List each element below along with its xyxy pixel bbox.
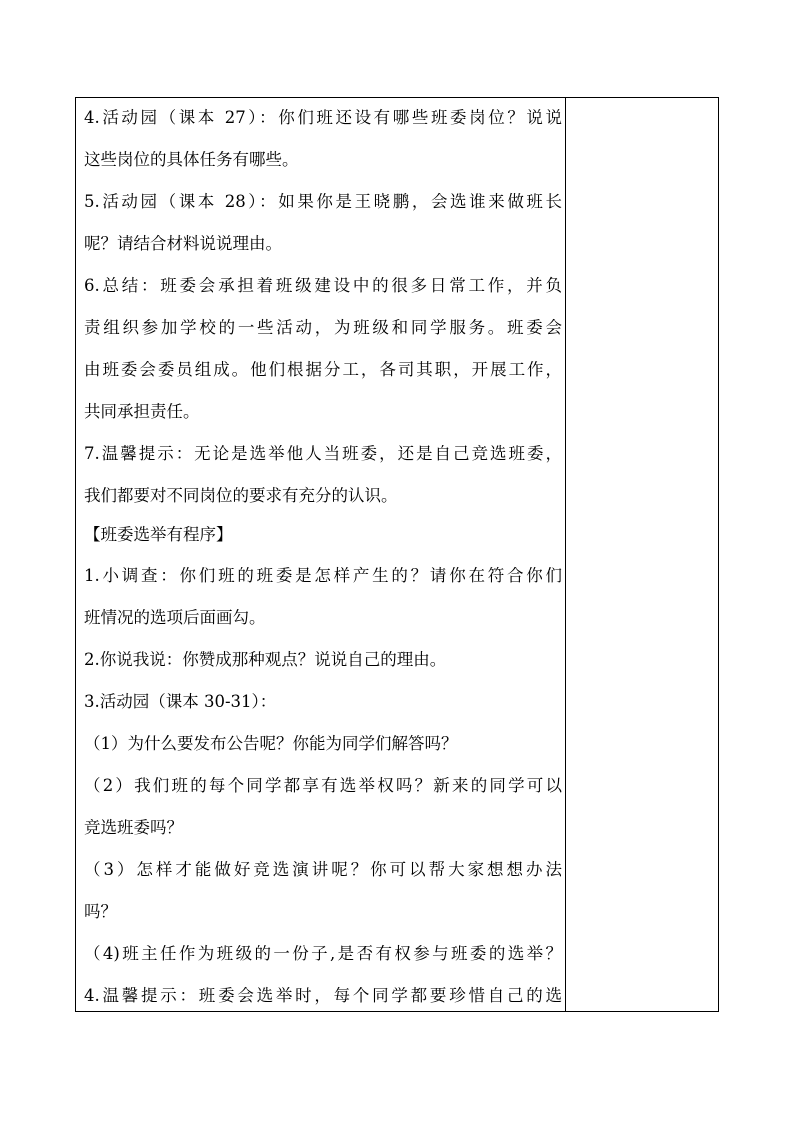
text-line-7: 由班委会委员组成。他们根据分工，各司其职，开展工作， [84,360,562,379]
text-line-18: 竞选班委吗？ [84,818,183,837]
text-line-8: 共同承担责任。 [84,402,200,421]
text-line-22: 4.温馨提示：班委会选举时，每个同学都要珍惜自己的选 [84,986,562,1005]
text-line-2: 这些岗位的具体任务有哪些。 [84,150,299,169]
text-line-21: （4)班主任作为班级的一份子,是否有权参与班委的选举？ [84,944,562,963]
text-line-17: （2）我们班的每个同学都享有选举权吗？新来的同学可以 [84,776,562,795]
text-line-9: 7.温馨提示：无论是选举他人当班委，还是自己竞选班委， [84,444,562,463]
text-line-15: 3.活动园（课本 30-31）： [84,692,277,711]
text-line-6: 责组织参加学校的一些活动，为班级和同学服务。班委会 [84,318,562,337]
text-line-4: 呢？请结合材料说说理由。 [84,234,282,253]
text-line-20: 吗？ [84,902,117,921]
text-line-5: 6.总结：班委会承担着班级建设中的很多日常工作，并负 [84,276,562,295]
content-table [75,97,719,1012]
text-line-14: 2.你说我说：你赞成那种观点？说说自己的理由。 [84,650,447,669]
text-line-1: 4.活动园（课本 27）：你们班还设有哪些班委岗位？说说 [84,108,562,127]
text-line-19: （3）怎样才能做好竞选演讲呢？你可以帮大家想想办法 [84,860,562,879]
notes-cell [566,98,718,1011]
text-line-16: （1）为什么要发布公告呢？你能为同学们解答吗？ [84,734,458,753]
content-cell [76,98,566,1011]
text-line-13: 班情况的选项后面画勾。 [84,608,266,627]
text-line-10: 我们都要对不同岗位的要求有充分的认识。 [84,486,398,505]
text-line-12: 1.小调查：你们班的班委是怎样产生的？请你在符合你们 [84,566,562,585]
text-line-3: 5.活动园（课本 28）：如果你是王晓鹏，会选谁来做班长 [84,192,562,211]
section-heading: 【班委选举有程序】 [84,525,233,544]
